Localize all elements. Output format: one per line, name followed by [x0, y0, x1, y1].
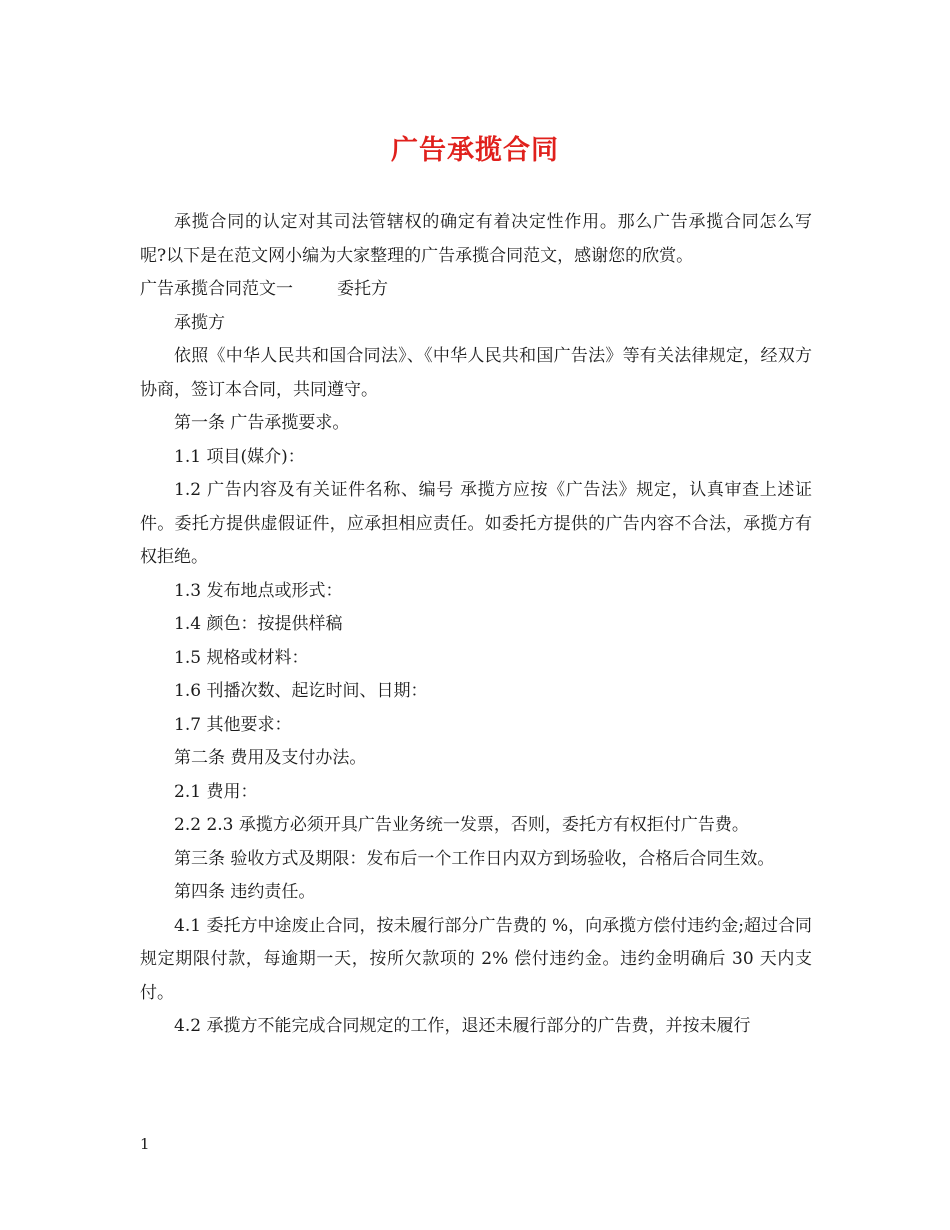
clause-4-1: 4.1 委托方中途废止合同，按未履行部分广告费的 %，向承揽方偿付违约金;超过合同规定期限付款，每逾期一天，按所欠款项的 2% 偿付违约金。违约金明确后 30 天内支付。: [140, 915, 812, 1003]
clause-2-1: 2.1 费用：: [174, 781, 258, 802]
page-number: 1: [140, 1135, 150, 1153]
clause-1-3: 1.3 发布地点或形式：: [174, 580, 343, 601]
heading-line: [140, 273, 812, 307]
clause-4-2: 4.2 承揽方不能完成合同规定的工作，退还未履行部分的广告费，并按未履行: [174, 1016, 751, 1036]
clause-1-2: 1.2 广告内容及有关证件名称、编号 承揽方应按《广告法》规定，认真审查上述证件。委托方提供虚假证件，应承担相应责任。如委托方提供的广告内容不合法，承揽方有权拒绝。: [140, 480, 812, 567]
heading-line-right: 委托方: [337, 279, 388, 299]
clause-2-2: 2.2 2.3 承揽方必须开具广告业务统一发票，否则，委托方有权拒付广告费。: [174, 815, 749, 835]
clause-1-7: 1.7 其他要求：: [174, 714, 292, 735]
article-2-heading: 第二条 费用及支付办法。: [174, 748, 367, 768]
clause-1-4: 1.4 颜色：按提供样稿: [174, 614, 343, 634]
article-3: 第三条 验收方式及期限：发布后一个工作日内双方到场验收，合格后合同生效。: [174, 848, 775, 869]
paragraph-basis: 依照《中华人民共和国合同法》、《中华人民共和国广告法》等有关法律规定，经双方协商，签订本合同，共同遵守。: [140, 346, 812, 400]
paragraph-intro: 承揽合同的认定对其司法管辖权的确定有着决定性作用。那么广告承揽合同怎么写呢?以下是在范文网小编为大家整理的广告承揽合同范文，感谢您的欣赏。: [140, 212, 812, 266]
article-4-heading: 第四条 违约责任。: [174, 882, 316, 902]
clause-1-1: 1.1 项目(媒介)：: [174, 446, 305, 467]
article-1-heading: 第一条 广告承揽要求。: [174, 413, 350, 433]
document-body: [140, 206, 812, 1044]
document-title: 广告承揽合同: [391, 135, 559, 166]
paragraph-contractor: 承揽方: [174, 312, 225, 333]
heading-line-left: 广告承揽合同范文一: [140, 279, 293, 299]
clause-1-5: 1.5 规格或材料：: [174, 647, 309, 668]
clause-1-6: 1.6 刊播次数、起讫时间、日期：: [174, 681, 428, 701]
